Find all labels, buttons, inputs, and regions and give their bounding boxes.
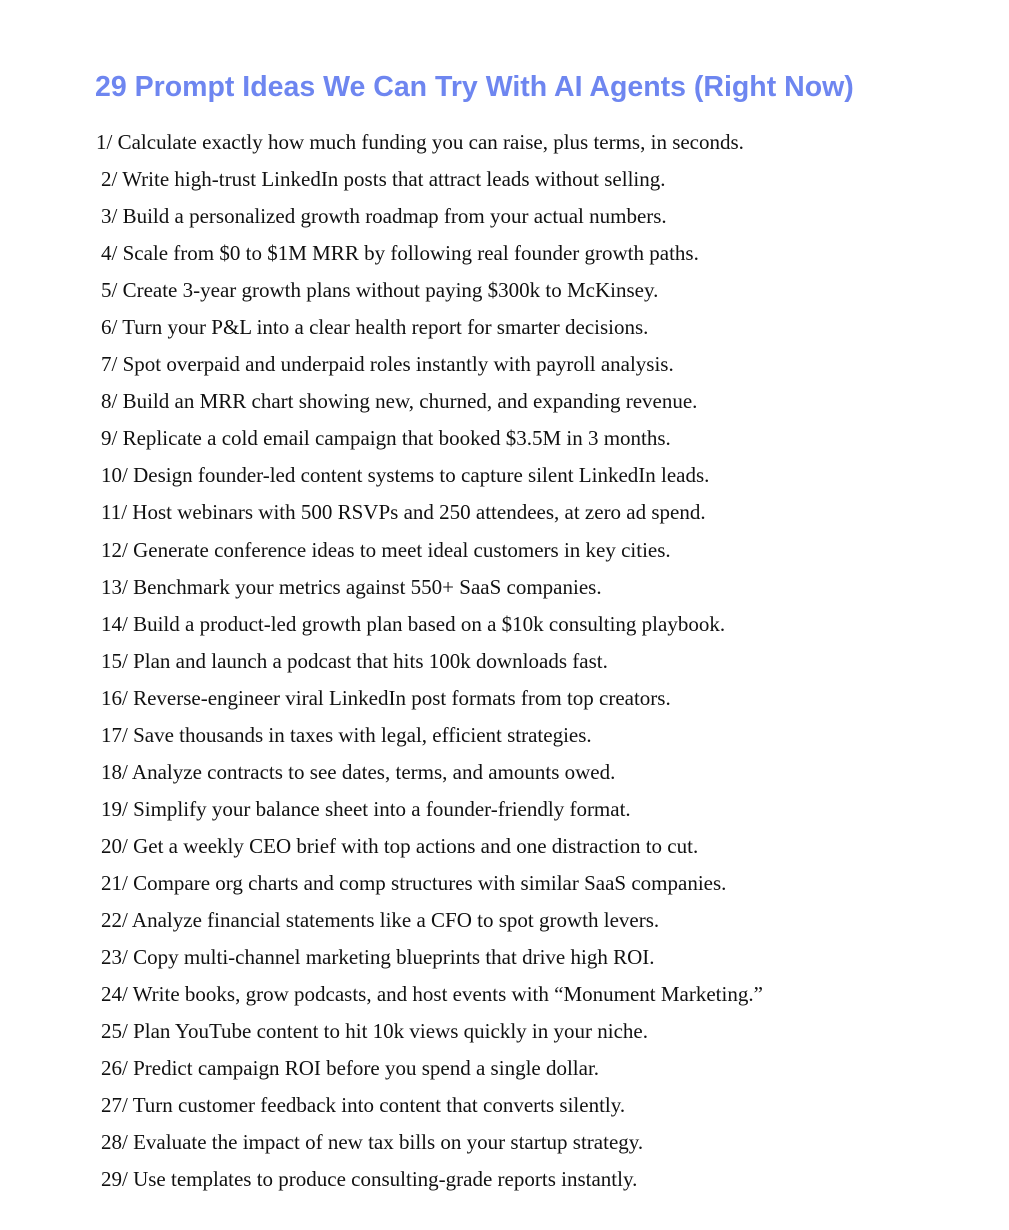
list-item: 10/ Design founder-led content systems to capture silent LinkedIn leads.	[101, 463, 710, 488]
list-item: 28/ Evaluate the impact of new tax bills on your startup strategy.	[101, 1130, 644, 1155]
list-item: 6/ Turn your P&L into a clear health report for smarter decisions.	[101, 315, 649, 340]
list-item: 11/ Host webinars with 500 RSVPs and 250 attendees, at zero ad spend.	[101, 500, 706, 525]
list-item: 16/ Reverse-engineer viral LinkedIn post formats from top creators.	[101, 685, 671, 710]
list-item: 13/ Benchmark your metrics against 550+ SaaS companies.	[101, 574, 602, 599]
list-item: 25/ Plan YouTube content to hit 10k views quickly in your niche.	[101, 1019, 648, 1044]
prompt-ideas-list	[96, 124, 763, 1198]
list-item: 14/ Build a product-led growth plan based on a $10k consulting playbook.	[101, 611, 726, 636]
list-item: 4/ Scale from $0 to $1M MRR by following real founder growth paths.	[101, 241, 699, 266]
list-item: 26/ Predict campaign ROI before you spend a single dollar.	[101, 1056, 600, 1081]
list-item: 5/ Create 3-year growth plans without paying $300k to McKinsey.	[101, 278, 659, 303]
list-item: 7/ Spot overpaid and underpaid roles instantly with payroll analysis.	[101, 352, 674, 377]
list-item: 9/ Replicate a cold email campaign that booked $3.5M in 3 months.	[101, 426, 671, 451]
list-item: 29/ Use templates to produce consulting-grade reports instantly.	[101, 1167, 638, 1192]
list-item: 21/ Compare org charts and comp structures with similar SaaS companies.	[101, 870, 727, 895]
list-item: 27/ Turn customer feedback into content that converts silently.	[101, 1093, 626, 1118]
list-item: 15/ Plan and launch a podcast that hits 100k downloads fast.	[101, 648, 608, 673]
list-item: 19/ Simplify your balance sheet into a founder-friendly format.	[101, 796, 631, 821]
list-item: 12/ Generate conference ideas to meet ideal customers in key cities.	[101, 537, 671, 562]
list-item: 1/ Calculate exactly how much funding you can raise, plus terms, in seconds.	[96, 130, 744, 154]
list-item: 23/ Copy multi-channel marketing blueprints that drive high ROI.	[101, 945, 655, 970]
page-title: 29 Prompt Ideas We Can Try With AI Agents (Right Now)	[95, 71, 854, 103]
list-item: 17/ Save thousands in taxes with legal, efficient strategies.	[101, 722, 592, 747]
list-item: 22/ Analyze financial statements like a CFO to spot growth levers.	[101, 907, 660, 932]
list-item: 2/ Write high-trust LinkedIn posts that attract leads without selling.	[101, 167, 666, 192]
list-item: 18/ Analyze contracts to see dates, terms, and amounts owed.	[101, 759, 616, 784]
list-item: 3/ Build a personalized growth roadmap from your actual numbers.	[101, 204, 667, 229]
list-item: 24/ Write books, grow podcasts, and host events with “Monument Marketing.”	[101, 982, 763, 1007]
list-item: 20/ Get a weekly CEO brief with top actions and one distraction to cut.	[101, 833, 699, 858]
list-item: 8/ Build an MRR chart showing new, churned, and expanding revenue.	[101, 389, 698, 414]
